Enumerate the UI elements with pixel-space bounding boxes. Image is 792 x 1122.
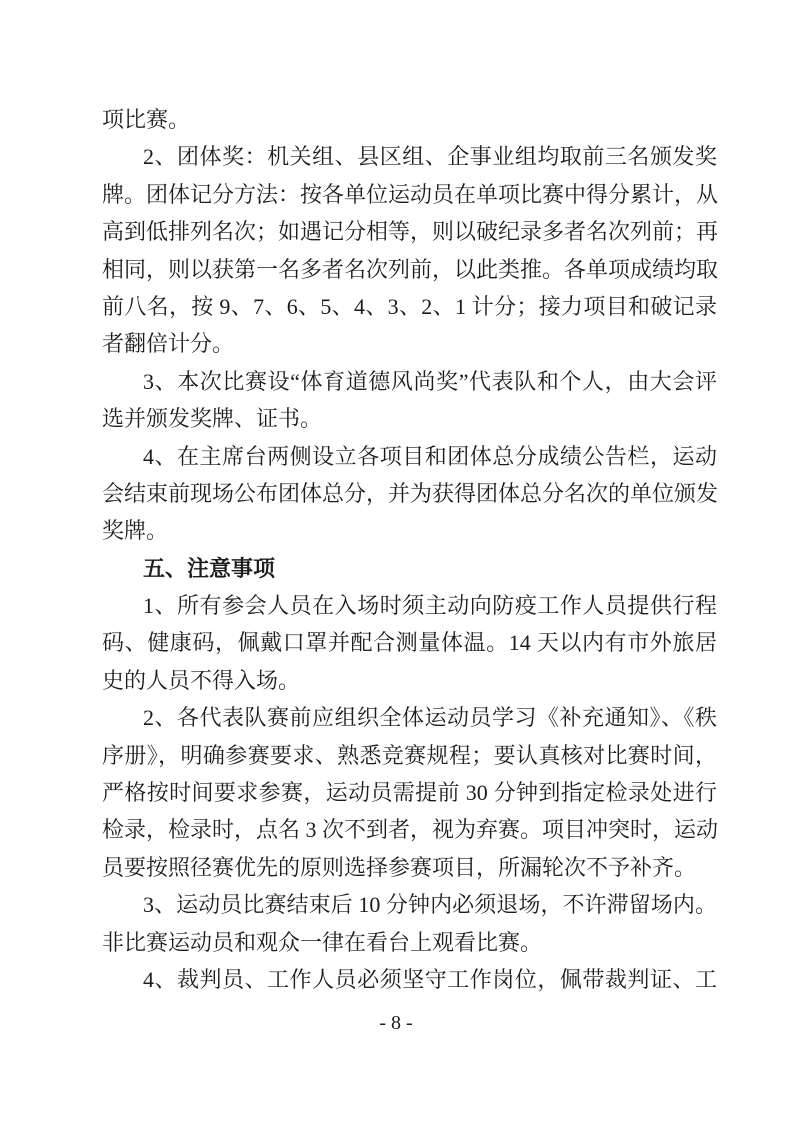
text-line: 检录，检录时，点名 3 次不到者，视为弃赛。项目冲突时，运动 [102, 817, 719, 843]
text-line: 相同，则以获第一名多者名次列前，以此类推。各单项成绩均取 [102, 256, 719, 282]
text-line: 前八名，按 9、7、6、5、4、3、2、1 计分；接力项目和破记录 [102, 293, 717, 319]
text-line: 员要按照径赛优先的原则选择参赛项目，所漏轮次不予补齐。 [102, 854, 697, 880]
text-line: 牌。团体记分方法：按各单位运动员在单项比赛中得分累计，从 [102, 181, 719, 207]
text-line: 4、在主席台两侧设立各项目和团体总分成绩公告栏，运动 [143, 443, 717, 469]
text-line: 序册》，明确参赛要求、熟悉竞赛规程；要认真核对比赛时间， [102, 742, 717, 768]
text-line: 码、健康码，佩戴口罩并配合测量体温。14 天以内有市外旅居 [102, 630, 717, 656]
text-line: 非比赛运动员和观众一律在看台上观看比赛。 [102, 929, 543, 955]
text-line: 奖牌。 [102, 518, 169, 544]
text-line: 3、本次比赛设“体育道德风尚奖”代表队和个人，由大会评 [143, 368, 717, 394]
text-line: 项比赛。 [102, 107, 191, 132]
text-line: 严格按时间要求参赛，运动员需提前 30 分钟到指定检录处进行 [102, 780, 717, 806]
text-line: 选并颁发奖牌、证书。 [102, 406, 323, 432]
text-line: 3、运动员比赛结束后 10 分钟内必须退场，不许滞留场内。 [143, 892, 717, 918]
text-line: 4、裁判员、工作人员必须坚守工作岗位，佩带裁判证、工 [143, 966, 717, 992]
text-line: 史的人员不得入场。 [102, 667, 301, 693]
text-line: 1、所有参会人员在入场时须主动向防疫工作人员提供行程 [143, 593, 717, 619]
page-number: - 8 - [379, 1012, 413, 1034]
text-line: 高到低排列名次；如遇记分相等，则以破纪录多者名次列前；再 [102, 219, 719, 245]
text-line: 2、团体奖：机关组、县区组、企事业组均取前三名颁发奖 [143, 144, 717, 170]
body-text [102, 101, 717, 998]
section-heading: 五、注意事项 [143, 555, 276, 581]
text-line: 者翻倍计分。 [102, 331, 235, 357]
text-line: 会结束前现场公布团体总分，并为获得团体总分名次的单位颁发 [102, 480, 719, 506]
text-line: 2、各代表队赛前应组织全体运动员学习《补充通知》、《秩 [143, 705, 717, 731]
